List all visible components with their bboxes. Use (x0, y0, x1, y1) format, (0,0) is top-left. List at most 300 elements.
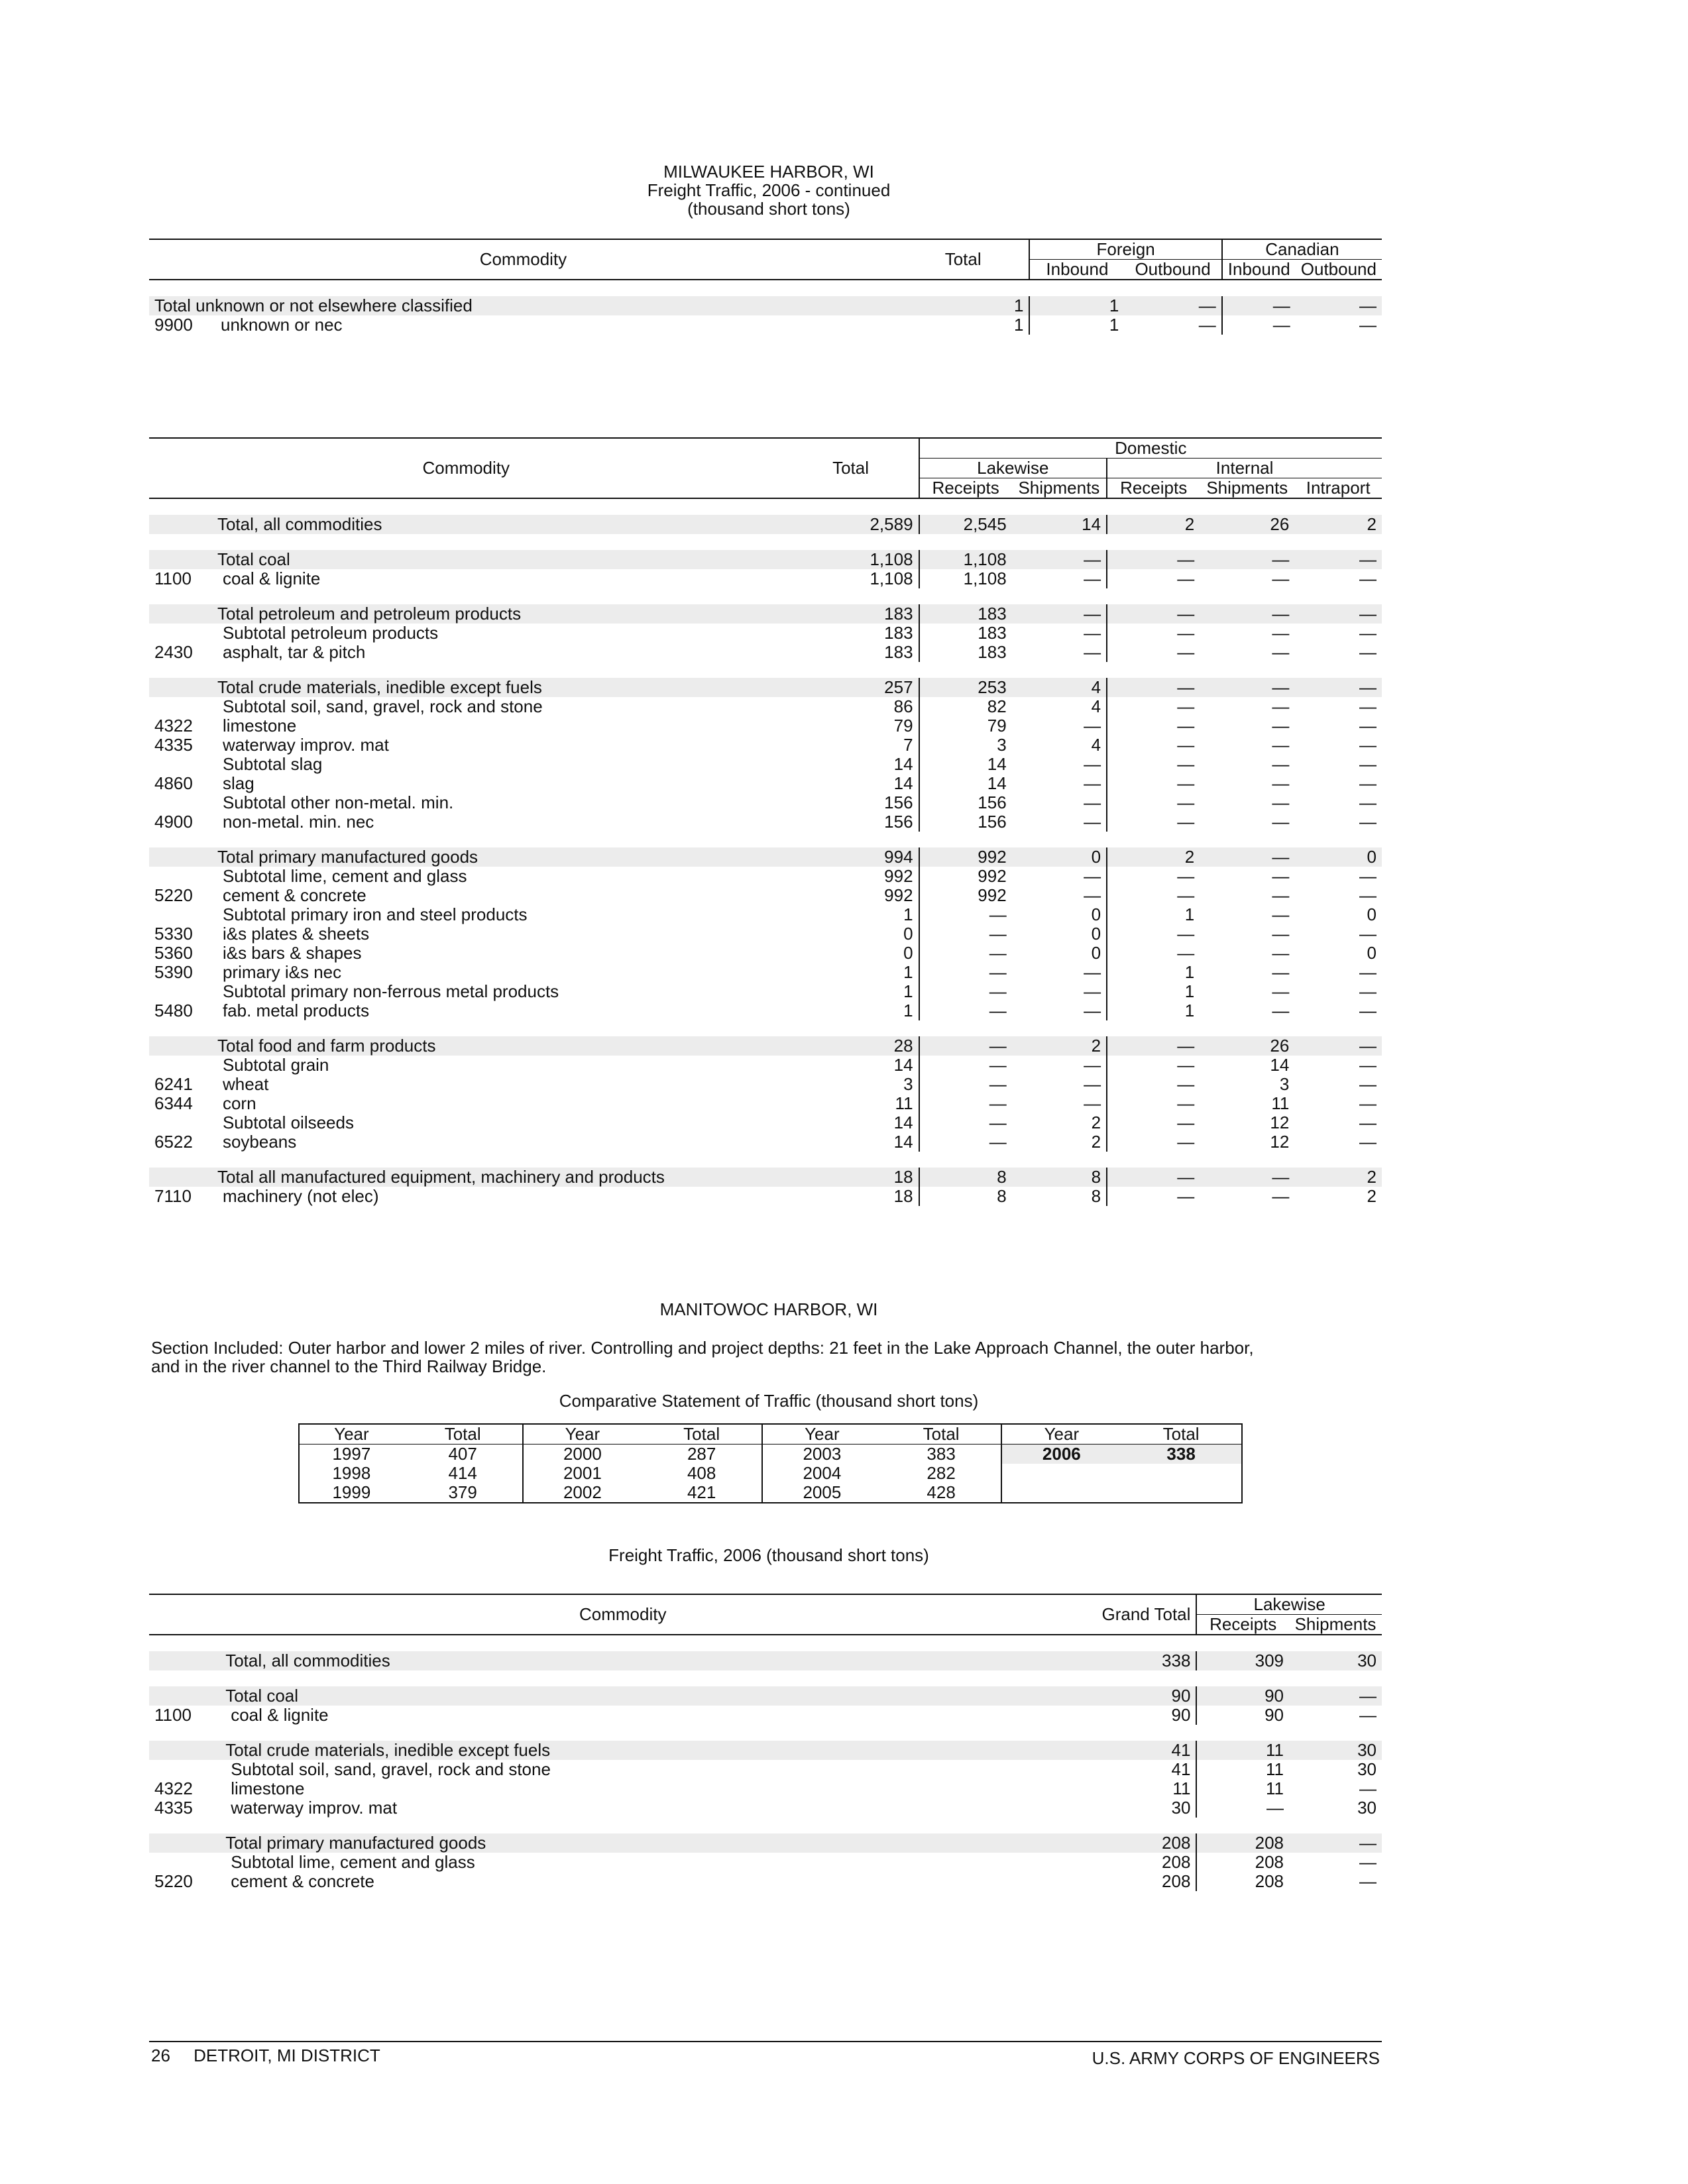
group-spacer (149, 588, 1382, 604)
value-cell: — (1012, 550, 1107, 569)
value-cell: — (919, 905, 1012, 924)
total-row (149, 1686, 1382, 1706)
table-row (149, 1779, 1382, 1798)
value-cell: — (1012, 604, 1107, 624)
commodity-code (149, 905, 217, 924)
spacer-cell (149, 832, 1382, 847)
total-row (149, 515, 1382, 534)
value-cell: — (1107, 716, 1200, 736)
value-cell: — (1272, 735, 1290, 755)
commodity-description: Subtotal petroleum products (222, 623, 439, 643)
value-cell: — (1084, 962, 1101, 982)
year-cell: 1997 (299, 1445, 404, 1464)
section-line-1: Section Included: Outer harbor and lower 2 miles of river. Controlling and project depths: 21 feet in the Lake Approach Channel, the outer harbor, (151, 1338, 1254, 1358)
commodity-description: Total coal (217, 550, 783, 569)
agency-name: U.S. ARMY CORPS OF ENGINEERS (1092, 2048, 1380, 2068)
value-cell: 992 (919, 867, 1012, 886)
commodity-code (149, 1056, 217, 1075)
value-cell: 156 (884, 792, 913, 812)
freight-table-body (149, 1635, 1382, 1891)
value-cell: — (1084, 866, 1101, 886)
value-cell: — (1359, 569, 1377, 588)
commodity-description: slag (222, 773, 254, 793)
commodity-description: Total petroleum and petroleum products (217, 604, 783, 624)
value-cell: — (1359, 1778, 1377, 1798)
header-commodity: Commodity (149, 438, 783, 498)
value-cell: — (1107, 1187, 1200, 1206)
value-cell: — (1289, 1833, 1382, 1853)
value-cell: 90 (1196, 1706, 1289, 1725)
total-cell: 421 (642, 1483, 762, 1503)
value-cell: — (1359, 924, 1377, 944)
value-cell: — (1359, 812, 1377, 832)
header-lakewise-shipments: Shipments (1012, 478, 1107, 499)
commodity-code: 4322 (154, 716, 193, 736)
commodity-code (149, 982, 217, 1001)
header-foreign-outbound: Outbound (1124, 260, 1221, 280)
commodity-description: corn (222, 1093, 256, 1113)
footer-left (151, 2046, 380, 2065)
commodity-code (149, 847, 217, 867)
value-cell: — (1272, 773, 1290, 793)
value-cell: 14 (893, 1055, 913, 1075)
commodity-description: Subtotal other non-metal. min. (222, 792, 454, 812)
value-cell: 4 (1091, 696, 1101, 716)
table-row (149, 1706, 1382, 1725)
value-cell: 3 (903, 1074, 913, 1094)
table-row (149, 867, 1382, 886)
group-spacer (149, 1725, 1382, 1741)
value-cell: — (1272, 642, 1290, 662)
commodity-description: Total primary manufactured goods (217, 847, 783, 867)
value-cell: — (1222, 315, 1296, 335)
commodity-description: waterway improv. mat (231, 1798, 398, 1818)
value-cell: — (1107, 944, 1200, 963)
group-spacer (149, 280, 1382, 296)
value-cell: — (1359, 696, 1377, 716)
value-cell: — (1084, 1001, 1101, 1020)
value-cell: 1 (903, 904, 913, 924)
value-cell: 14 (1012, 515, 1107, 534)
total-row (149, 1036, 1382, 1056)
value-cell: — (1359, 1055, 1377, 1075)
table-row (149, 1853, 1382, 1872)
value-cell: 0 (1012, 847, 1107, 867)
value-cell: — (1359, 735, 1377, 755)
group-spacer (149, 1020, 1382, 1036)
table-row (149, 982, 1382, 1001)
commodity-code: 4335 (154, 1798, 193, 1818)
commodity-description: machinery (not elec) (222, 1186, 379, 1206)
value-cell: 208 (1162, 1871, 1191, 1891)
total-cell: 338 (1121, 1445, 1242, 1464)
value-cell: — (1359, 1093, 1377, 1113)
group-spacer (149, 534, 1382, 550)
value-cell: 11 (1196, 1760, 1289, 1779)
value-cell: 156 (884, 812, 913, 832)
value-cell: — (1359, 1852, 1377, 1872)
commodity-description: i&s plates & sheets (222, 924, 370, 944)
commodity-code: 4322 (154, 1778, 193, 1798)
year-cell (1001, 1464, 1121, 1483)
table-row (149, 774, 1382, 793)
commodity-code (149, 1113, 217, 1132)
district-name: DETROIT, MI DISTRICT (194, 2046, 380, 2065)
value-cell: — (1272, 812, 1290, 832)
total-row (149, 1741, 1382, 1760)
commodity-code: 4860 (154, 773, 193, 793)
commodity-code (149, 550, 217, 569)
table-row (149, 793, 1382, 812)
commodity-description: Subtotal lime, cement and glass (222, 866, 467, 886)
value-cell: 30 (1289, 1741, 1382, 1760)
year-cell: 2006 (1001, 1445, 1121, 1464)
year-cell: 1998 (299, 1464, 404, 1483)
value-cell: 41 (1096, 1741, 1196, 1760)
milwaukee-subtitle: Freight Traffic, 2006 - continued (647, 180, 891, 200)
total-cell: 428 (881, 1483, 1002, 1503)
value-cell: — (1294, 604, 1382, 624)
value-cell: 30 (1289, 1651, 1382, 1670)
milwaukee-title: MILWAUKEE HARBOR, WI (663, 162, 874, 182)
commodity-description: Total coal (225, 1686, 1096, 1706)
total-cell: 407 (448, 1444, 477, 1464)
commodity-code: 4900 (154, 812, 193, 832)
commodity-code (149, 1651, 225, 1670)
value-cell: 1 (903, 1001, 913, 1020)
value-cell: — (1359, 885, 1377, 905)
value-cell: 14 (893, 1113, 913, 1132)
commodity-cell (149, 315, 897, 335)
value-cell: 2,589 (783, 515, 919, 534)
section-line-2: and in the river channel to the Third Railway Bridge. (151, 1356, 547, 1376)
value-cell: 14 (1270, 1055, 1290, 1075)
year-header: Year (523, 1424, 642, 1445)
header-total: Total (783, 438, 919, 498)
value-cell: 2 (1091, 1132, 1101, 1152)
total-cell: 383 (927, 1444, 956, 1464)
commodity-description: limestone (222, 716, 297, 736)
value-cell: — (1107, 793, 1200, 812)
value-cell: — (1294, 678, 1382, 697)
value-cell: — (1359, 716, 1377, 736)
value-cell: 0 (1091, 904, 1101, 924)
spacer-cell (149, 588, 1382, 604)
total-row (149, 296, 1382, 315)
value-cell: 992 (884, 885, 913, 905)
commodity-description: primary i&s nec (222, 962, 342, 982)
value-cell: — (1200, 550, 1294, 569)
value-cell: — (1359, 1113, 1377, 1132)
value-cell: — (1084, 1055, 1101, 1075)
commodity-description: Total all manufactured equipment, machinery and products (217, 1168, 783, 1187)
value-cell: 1 (903, 981, 913, 1001)
commodity-description: waterway improv. mat (222, 735, 389, 755)
value-cell: 1 (1107, 1001, 1200, 1020)
table-row (149, 812, 1382, 832)
value-cell: 1 (1029, 315, 1124, 335)
table-row (149, 963, 1382, 982)
spacer-cell (149, 498, 1382, 515)
year-cell: 2002 (523, 1483, 642, 1503)
value-cell: 30 (1357, 1759, 1377, 1779)
value-cell: 208 (1196, 1872, 1289, 1891)
value-cell: 1 (903, 962, 913, 982)
total-cell: 379 (404, 1483, 523, 1503)
value-cell: — (1107, 1075, 1200, 1094)
total-cell: 282 (927, 1463, 956, 1483)
value-cell: 11 (1271, 1093, 1290, 1113)
value-cell: — (1200, 1168, 1294, 1187)
value-cell: — (919, 924, 1012, 944)
total-row (149, 847, 1382, 867)
value-cell: 90 (1171, 1705, 1191, 1725)
commodity-code (149, 515, 217, 534)
value-cell: 208 (1096, 1833, 1196, 1853)
value-cell: 1,108 (919, 550, 1012, 569)
value-cell: 14 (893, 773, 913, 793)
value-cell: 82 (919, 697, 1012, 716)
comparative-statement-table (298, 1423, 1243, 1503)
group-spacer (149, 1670, 1382, 1686)
value-cell: — (1107, 550, 1200, 569)
value-cell: 30 (1357, 1798, 1377, 1818)
value-cell: 11 (1196, 1779, 1289, 1798)
commodity-description: coal & lignite (222, 569, 321, 588)
comparative-row (299, 1445, 1242, 1464)
commodity-description: non-metal. min. nec (222, 812, 374, 832)
value-cell: — (1272, 904, 1290, 924)
table-row (149, 905, 1382, 924)
table-row (149, 1113, 1382, 1132)
header-lakewise: Lakewise (1196, 1594, 1382, 1615)
commodity-code: 7110 (154, 1186, 192, 1206)
group-spacer (149, 1818, 1382, 1833)
value-cell: 2,545 (919, 515, 1012, 534)
year-cell: 2000 (523, 1445, 642, 1464)
commodity-description: Subtotal primary non-ferrous metal products (222, 981, 559, 1001)
value-cell: — (1294, 1036, 1382, 1056)
header-grand-total: Grand Total (1096, 1594, 1196, 1635)
commodity-code (149, 1686, 225, 1706)
table-row (149, 1760, 1382, 1779)
commodity-code: 5220 (154, 1871, 193, 1891)
value-cell: — (1359, 1074, 1377, 1094)
value-cell: — (1200, 678, 1294, 697)
commodity-description: Subtotal soil, sand, gravel, rock and stone (222, 696, 543, 716)
value-cell: — (1272, 716, 1290, 736)
value-cell: — (1359, 792, 1377, 812)
value-cell: 338 (1096, 1651, 1196, 1670)
value-cell: 208 (1196, 1853, 1289, 1872)
value-cell: 41 (1171, 1759, 1191, 1779)
table-row (149, 924, 1382, 944)
value-cell: 208 (1196, 1833, 1289, 1853)
value-cell: 8 (1091, 1186, 1101, 1206)
value-cell: 79 (919, 716, 1012, 736)
comparative-row (299, 1483, 1242, 1503)
table-row (149, 716, 1382, 736)
value-cell: — (1272, 885, 1290, 905)
value-cell: 26 (1200, 1036, 1294, 1056)
value-cell: — (1107, 604, 1200, 624)
commodity-description: fab. metal products (222, 1001, 370, 1020)
value-cell: 3 (919, 736, 1012, 755)
value-cell: 4 (1012, 678, 1107, 697)
value-cell: — (1107, 755, 1200, 774)
value-cell: — (1359, 981, 1377, 1001)
value-cell: — (1359, 773, 1377, 793)
spacer-cell (149, 280, 1382, 296)
commodity-code (149, 1853, 225, 1872)
commodity-code (149, 1168, 217, 1187)
header-receipts: Receipts (1196, 1615, 1289, 1635)
value-cell: 183 (884, 642, 913, 662)
value-cell: — (919, 1075, 1012, 1094)
value-cell: 0 (1091, 924, 1101, 944)
header-commodity: Commodity (149, 1594, 1096, 1635)
header-foreign-inbound: Inbound (1029, 260, 1124, 280)
table-row (149, 1132, 1382, 1152)
value-cell: 12 (1270, 1113, 1290, 1132)
group-spacer (149, 832, 1382, 847)
value-cell: — (1107, 924, 1200, 944)
value-cell: 2 (1294, 515, 1382, 534)
value-cell: 994 (783, 847, 919, 867)
value-cell: — (1272, 962, 1290, 982)
table-row (149, 643, 1382, 662)
value-cell: 14 (893, 1132, 913, 1152)
value-cell: — (1107, 1036, 1200, 1056)
value-cell: — (1359, 962, 1377, 982)
commodity-description: Total, all commodities (225, 1651, 1096, 1670)
value-cell: 1 (1014, 315, 1024, 335)
commodity-description: cement & concrete (231, 1871, 374, 1891)
value-cell: — (1359, 754, 1377, 774)
value-cell: — (1359, 866, 1377, 886)
value-cell: 90 (1096, 1686, 1196, 1706)
commodity-description: Total, all commodities (217, 515, 783, 534)
commodity-code (149, 604, 217, 624)
value-cell: — (1296, 296, 1382, 315)
commodity-code: 2430 (154, 642, 193, 662)
comparative-header-row (299, 1424, 1242, 1445)
value-cell: — (1084, 773, 1101, 793)
value-cell: — (1084, 716, 1101, 736)
value-cell: — (1359, 1001, 1377, 1020)
table-row (149, 755, 1382, 774)
commodity-description: Total primary manufactured goods (225, 1833, 1096, 1853)
value-cell: 2 (1107, 847, 1200, 867)
commodity-code: 5330 (154, 924, 193, 944)
value-cell: — (919, 963, 1012, 982)
value-cell: — (1084, 569, 1101, 588)
value-cell: — (1294, 550, 1382, 569)
group-spacer (149, 498, 1382, 515)
table-row (149, 1187, 1382, 1206)
commodity-code: 6522 (154, 1132, 193, 1152)
value-cell: — (1359, 1132, 1377, 1152)
total-header: Total (404, 1424, 523, 1445)
total-cell: 414 (448, 1463, 477, 1483)
value-cell: 1 (1107, 982, 1200, 1001)
value-cell: — (1272, 981, 1290, 1001)
spacer-cell (149, 1725, 1382, 1741)
table-row (149, 1798, 1382, 1818)
value-cell: 183 (783, 604, 919, 624)
header-canadian-inbound: Inbound (1222, 260, 1296, 280)
value-cell: 8 (1012, 1168, 1107, 1187)
commodity-description: unknown or nec (221, 315, 343, 335)
value-cell: — (1084, 792, 1101, 812)
table-row (149, 569, 1382, 588)
value-cell: — (1272, 1186, 1290, 1206)
value-cell: — (919, 1056, 1012, 1075)
value-cell: 1,108 (783, 550, 919, 569)
header-internal-shipments: Shipments (1200, 478, 1294, 499)
value-cell: — (1107, 624, 1200, 643)
table-row (149, 315, 1382, 335)
value-cell: — (1272, 943, 1290, 963)
value-cell: — (919, 982, 1012, 1001)
commodity-description: i&s bars & shapes (222, 943, 362, 963)
value-cell: — (919, 1001, 1012, 1020)
commodity-code (149, 678, 217, 697)
header-foreign: Foreign (1029, 239, 1221, 260)
commodity-description: limestone (231, 1778, 305, 1798)
value-cell: — (1196, 1798, 1289, 1818)
commodity-code: 5390 (154, 962, 193, 982)
value-cell: 18 (783, 1168, 919, 1187)
commodity-code (149, 755, 217, 774)
value-cell: — (1272, 1001, 1290, 1020)
value-cell: 183 (919, 624, 1012, 643)
header-shipments: Shipments (1289, 1615, 1382, 1635)
value-cell: — (1359, 1871, 1377, 1891)
year-cell: 1999 (299, 1483, 404, 1503)
value-cell: — (1272, 754, 1290, 774)
milwaukee-domestic-table (149, 437, 1382, 1206)
commodity-description: wheat (222, 1074, 269, 1094)
manitowoc-section-description (151, 1338, 1384, 1376)
value-cell: — (919, 1113, 1012, 1132)
header-intraport: Intraport (1294, 478, 1382, 499)
value-cell: — (1107, 1094, 1200, 1113)
table-row (149, 1094, 1382, 1113)
commodity-code: 6344 (154, 1093, 193, 1113)
value-cell: 183 (919, 604, 1012, 624)
value-cell: — (1107, 1132, 1200, 1152)
value-cell: — (1107, 774, 1200, 793)
comparative-title: Comparative Statement of Traffic (thousand short tons) (559, 1391, 979, 1411)
value-cell: 156 (919, 793, 1012, 812)
value-cell: 253 (919, 678, 1012, 697)
total-cell: 287 (687, 1444, 716, 1464)
table-row (149, 736, 1382, 755)
total-header: Total (1121, 1424, 1242, 1445)
commodity-code: 6241 (154, 1074, 193, 1094)
value-cell: 1 (1107, 963, 1200, 982)
value-cell: 12 (1270, 1132, 1290, 1152)
value-cell: — (1272, 569, 1290, 588)
value-cell: — (1107, 1168, 1200, 1187)
spacer-cell (149, 1152, 1382, 1168)
value-cell: 992 (884, 866, 913, 886)
group-spacer (149, 662, 1382, 678)
year-cell (1001, 1483, 1121, 1503)
value-cell: — (1272, 792, 1290, 812)
value-cell: — (1359, 315, 1377, 335)
